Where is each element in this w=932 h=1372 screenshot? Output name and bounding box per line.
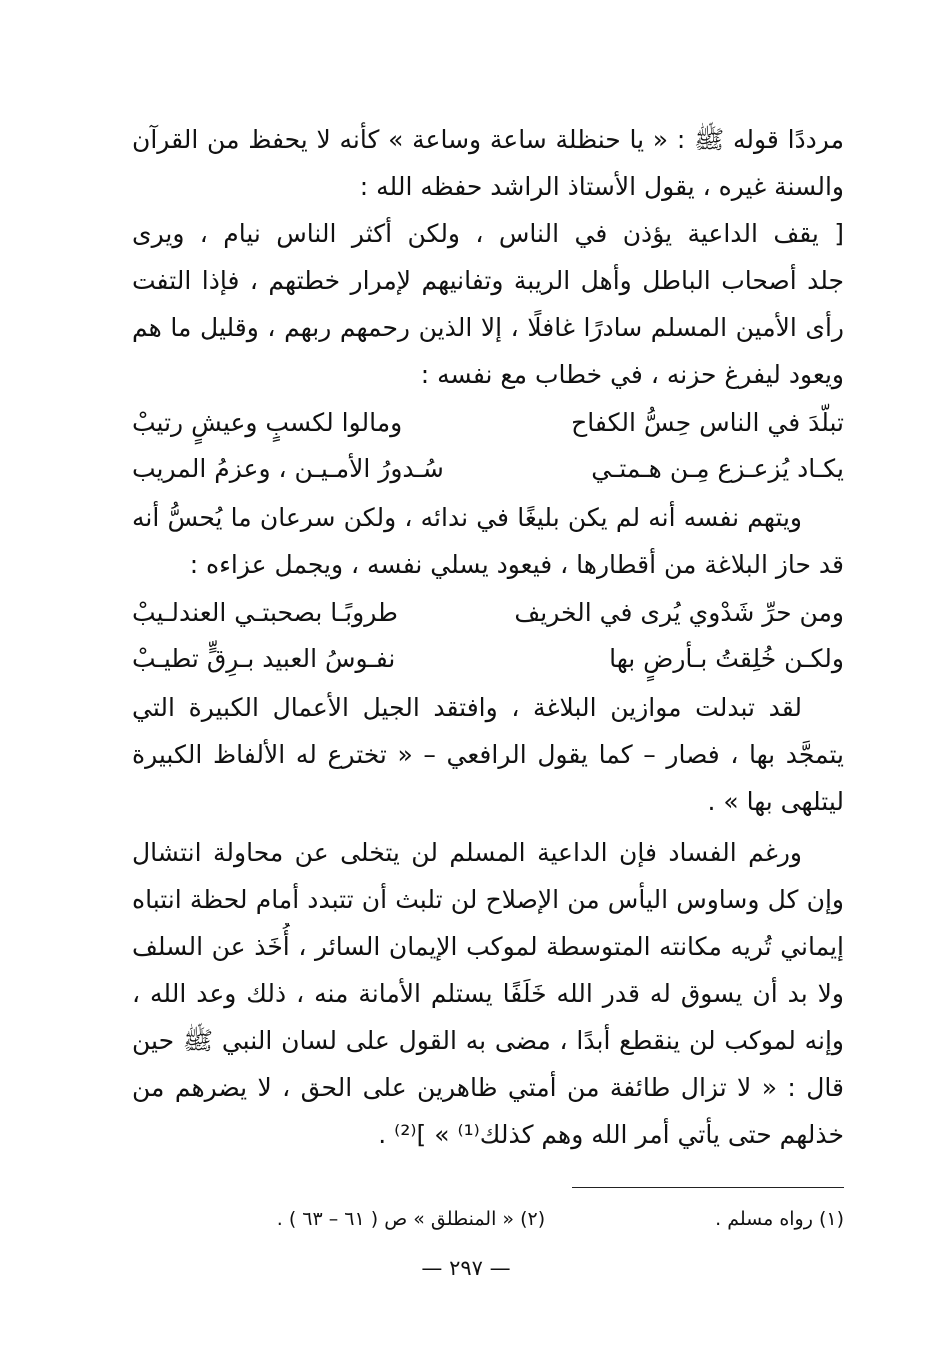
text-line: قال : « لا تزال طائفة من أمتي ظاهرين على الحق ، لا يضرهم من [132,1073,844,1102]
verse-first-hemistich: يكـاد يُزعـزع مِـن هـمتـي [591,454,844,483]
text-line: والسنة غيره ، يقول الأستاذ الراشد حفظه الله : [359,172,844,201]
page-number: — ٢٩٧ — [421,1256,511,1280]
main-text [132,116,844,1158]
verse-line [132,636,844,682]
text-line: ولا بد أن يسوق له قدر الله خَلَفًا يستلم الأمانة منه ، ذلك وعد الله ، [132,979,844,1008]
text-line: جلد أصحاب الباطل وأهل الريبة وتفانيهم لإمرار خطتهم ، فإذا التفت [132,266,844,295]
verse-second-hemistich: ومالوا لكسبٍ وعيشٍ رتيبْ [132,408,403,437]
paragraph-3 [132,494,844,588]
text-line: وإنه لموكب لن ينقطع أبدًا ، مضى به القول على لسان النبي ﷺ حين [132,1026,844,1055]
text-line: رأى الأمين المسلم سادرًا غافلًا ، إلا الذين رحمهم ربهم ، وقليل ما هم [132,313,844,342]
footnote-2: (٢) « المنطلق » ص ( ٦١ – ٦٣ ) . [276,1208,546,1230]
verse-second-hemistich: نفـوسُ العبيد بـرِقٍّ تطيـبْ [132,644,396,673]
footnote-separator [572,1187,844,1188]
verse-line [132,400,844,446]
text-line: وإن كل وساوس اليأس من الإصلاح لن تلبث أن تتبدد أمام لحظة انتباه [132,885,844,914]
text-line: [ يقف الداعية يؤذن في الناس ، ولكن أكثر الناس نيام ، ويرى [132,219,844,248]
text-line: ورغم الفساد فإن الداعية المسلم لن يتخلى عن محاولة انتشال [132,838,802,867]
verse-first-hemistich: ومن حرِّ شَدْوي يُرى في الخريف [514,598,844,627]
footnote-1: (١) رواه مسلم . [715,1208,844,1230]
poem-verses-1 [132,400,844,492]
verse-first-hemistich: تبلّدَ في الناس حِسُّ الكفاح [571,408,844,437]
text-line: إيماني تُريه مكانته المتوسطة لموكب الإيمان السائر ، أُخَذ عن السلف [132,932,844,961]
text-line: ويعود ليفرغ حزنه ، في خطاب مع نفسه : [420,360,844,389]
verse-line [132,446,844,492]
text-line: لقد تبدلت موازين البلاغة ، وافتقد الجيل الأعمال الكبيرة التي [132,693,802,722]
verse-line [132,590,844,636]
paragraph-5 [132,829,844,1158]
text-line: قد حاز البلاغة من أقطارها ، فيعود يسلي نفسه ، ويجمل عزاءه : [189,550,844,579]
text-line: خذلهم حتى يأتي أمر الله وهم كذلك⁽¹⁾ » ]⁽²⁾ . [378,1120,844,1149]
paragraph-2 [132,210,844,398]
paragraph-1 [132,116,844,210]
verse-first-hemistich: ولكـن خُلِقتُ بـأرضٍ بها [609,644,844,673]
text-line: مرددًا قوله ﷺ : « يا حنظلة ساعة وساعة » كأنه لا يحفظ من القرآن [132,125,844,154]
text-line: يتمجَّد بها ، فصار – كما يقول الرافعي – « تخترع له الألفاظ الكبيرة [132,740,844,769]
text-line: ويتهم نفسه أنه لم يكن بليغًا في ندائه ، ولكن سرعان ما يُحسُّ أنه [132,503,802,532]
poem-verses-2 [132,590,844,682]
text-line: ليتلهى بها » . [707,787,844,816]
paragraph-4 [132,684,844,825]
footnotes [132,1202,844,1236]
verse-second-hemistich: سُـدورُ الأمـيـن ، وعزمُ المريب [132,454,444,483]
verse-second-hemistich: طروبًـا بصحبتـي العندلـيبْ [132,598,398,627]
